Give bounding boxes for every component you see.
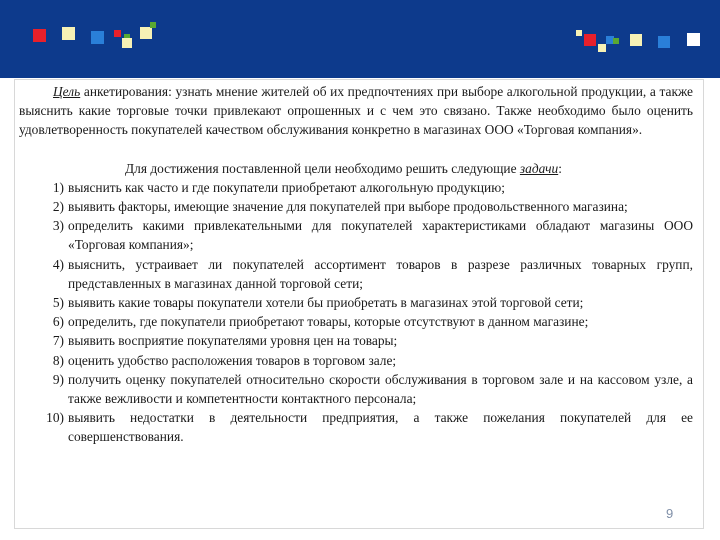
decor-square-red xyxy=(114,30,121,37)
list-item-number: 9) xyxy=(52,371,64,387)
list-item xyxy=(19,293,693,312)
list-item-number: 10) xyxy=(46,410,64,426)
list-item xyxy=(19,408,693,446)
list-item xyxy=(19,312,693,331)
list-item-number: 8) xyxy=(52,352,64,368)
list-item-text: выявить факторы, имеющие значение для покупателей при выборе продовольственного магазина; xyxy=(68,199,628,215)
decor-square-yellow xyxy=(62,27,75,40)
decor-square-yellow xyxy=(598,44,606,52)
decor-square-blue xyxy=(658,36,670,48)
list-item-number: 6) xyxy=(52,314,64,330)
decor-square-red xyxy=(584,34,596,46)
list-item xyxy=(19,370,693,408)
decor-square-yellow xyxy=(122,38,132,48)
list-item-number: 3) xyxy=(52,218,64,234)
list-item-text: получить оценку покупателей относительно скорости обслуживания в торговом зале и на кассовом узле, а также вежливости и компетентности контактного персонала; xyxy=(68,371,693,407)
decor-square-green xyxy=(150,22,156,28)
list-item-number: 2) xyxy=(52,199,64,215)
decor-square-yellow xyxy=(630,34,642,46)
tasks-intro-before: Для достижения поставленной цели необходимо решить следующие xyxy=(125,160,520,176)
list-item xyxy=(19,216,693,254)
decor-square-white xyxy=(687,33,700,46)
goal-paragraph xyxy=(19,82,693,140)
list-item-text: выявить какие товары покупатели хотели бы приобретать в магазинах этой торговой сети; xyxy=(68,295,584,311)
list-item-text: выяснить, устраивает ли покупателей ассортимент товаров в разрезе различных товарных групп, представленных в магазинах данной торговой сети; xyxy=(68,256,693,291)
slide-header-band xyxy=(0,0,720,78)
list-item-text: оценить удобство расположения товаров в торговом зале; xyxy=(68,352,397,368)
list-item-text: выяснить как часто и где покупатели приобретают алкогольную продукцию; xyxy=(68,179,505,195)
tasks-intro-paragraph xyxy=(19,159,693,178)
slide-body xyxy=(19,82,693,447)
list-item-text: определить какими привлекательными для покупателей характеристиками обладают магазины ООО «Торговая компания»; xyxy=(68,218,693,253)
decor-square-yellow xyxy=(140,27,152,39)
decor-square-blue xyxy=(91,31,104,44)
list-item xyxy=(19,331,693,350)
goal-word: Цель xyxy=(53,84,81,99)
goal-text: анкетирования: узнать мнение жителей об их предпочтениях при выборе алкогольной продукции, а также выяснить какие торговые точки привлекают опрошенных и с чем это связано. Также необходимо было оценить удовлетворенность покупателей качеством обслуживания конкретно в магазинах ООО «Торговая компания». xyxy=(19,84,693,138)
list-item-text: выявить недостатки в деятельности предприятия, а также пожелания покупателей для ее совершенствования. xyxy=(68,410,693,445)
decor-square-yellow xyxy=(576,30,582,36)
list-item-number: 7) xyxy=(52,333,64,349)
list-item xyxy=(19,351,693,370)
list-item-text: определить, где покупатели приобретают товары, которые отсутствуют в данном магазине; xyxy=(68,314,589,330)
list-item-number: 1) xyxy=(52,179,64,195)
tasks-intro-after: : xyxy=(558,160,562,176)
decor-square-red xyxy=(33,29,46,42)
list-item-text: выявить восприятие покупателями уровня цен на товары; xyxy=(68,333,398,349)
decor-square-green xyxy=(613,38,619,44)
list-item xyxy=(19,197,693,216)
page-number: 9 xyxy=(666,506,674,521)
tasks-list xyxy=(19,178,693,447)
list-item xyxy=(19,255,693,293)
list-item-number: 4) xyxy=(52,256,64,272)
list-item xyxy=(19,178,693,197)
list-item-number: 5) xyxy=(52,295,64,311)
tasks-word: задачи xyxy=(519,160,559,176)
